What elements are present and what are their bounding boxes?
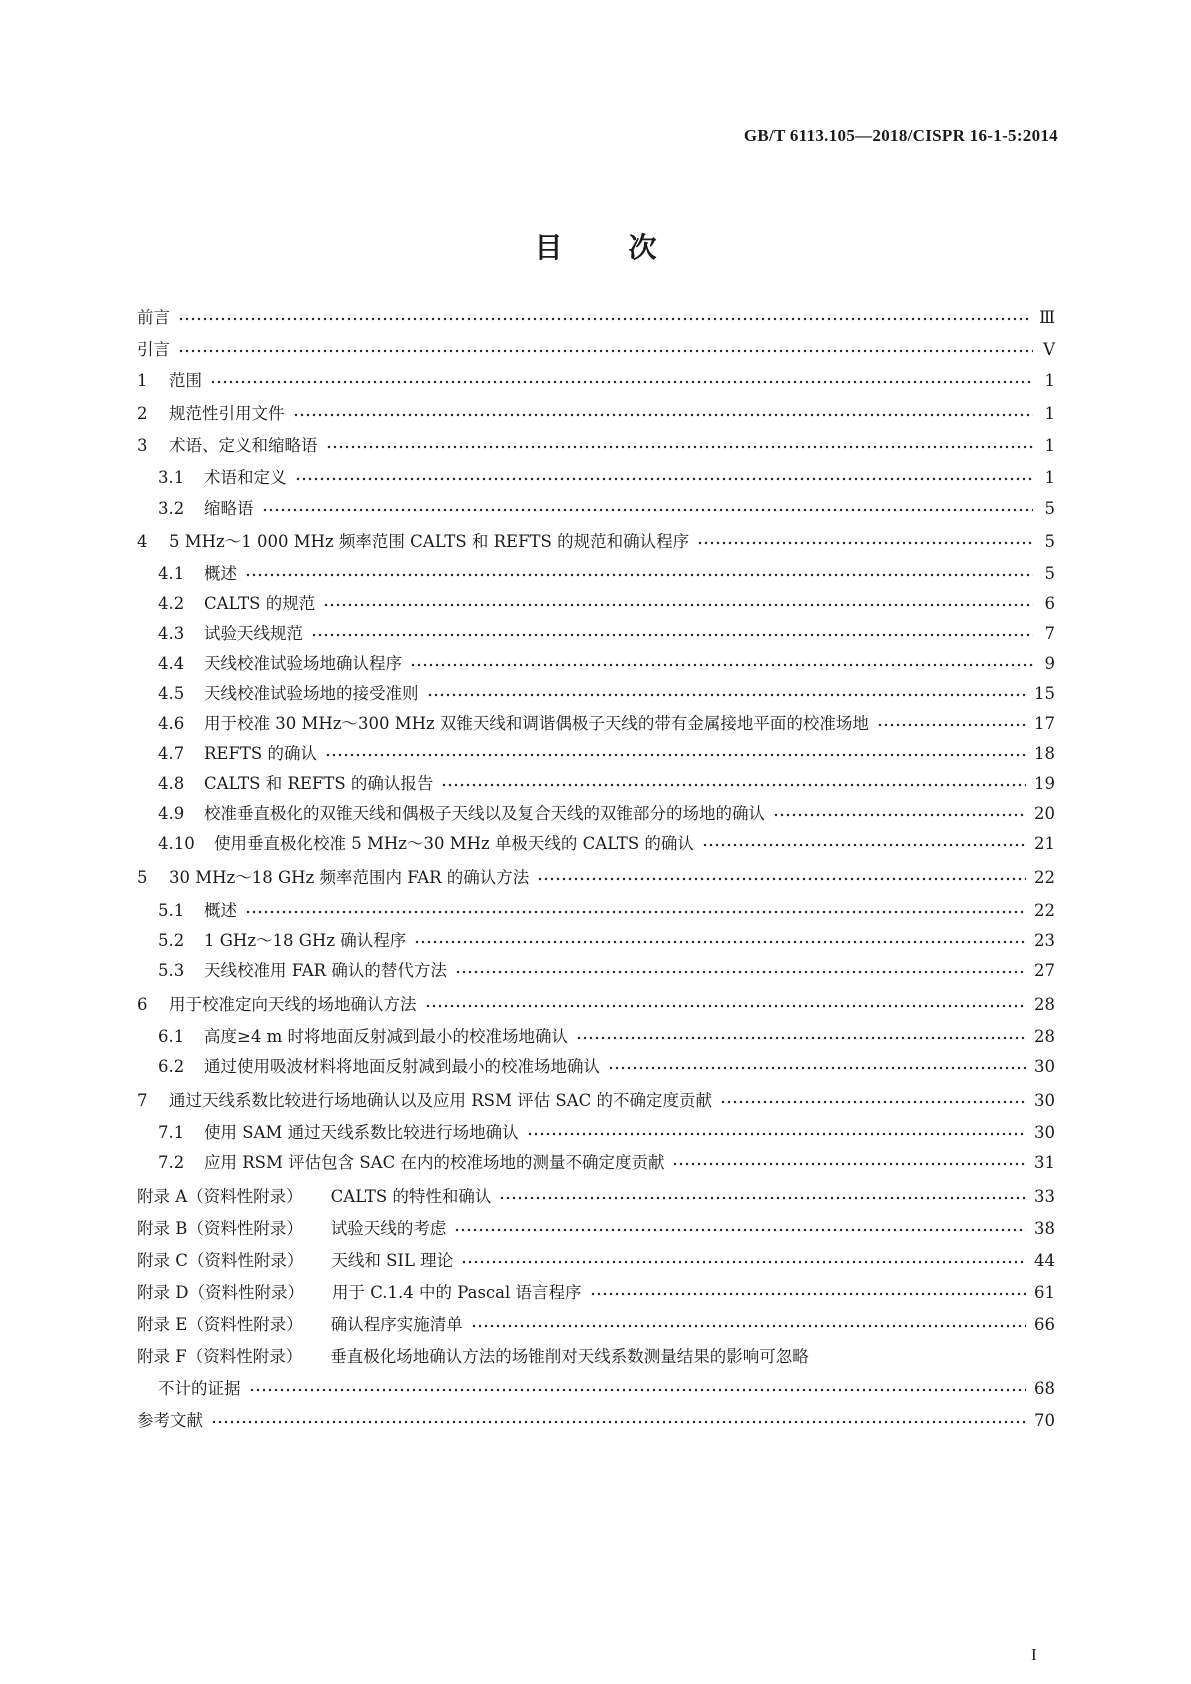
dot-leader <box>527 1129 1026 1139</box>
dot-leader <box>178 346 1033 356</box>
toc-page: 33 <box>1034 1187 1055 1206</box>
toc-page: 66 <box>1034 1315 1055 1334</box>
toc-page: 9 <box>1044 654 1055 673</box>
toc-label: REFTS 的确认 <box>204 744 317 763</box>
toc-label: 前言 <box>137 308 170 327</box>
dot-leader <box>295 474 1034 484</box>
toc-label: 不计的证据 <box>158 1379 241 1398</box>
toc-entry-6-2[interactable] <box>158 1053 1055 1079</box>
toc-label: 术语、定义和缩略语 <box>169 436 318 455</box>
toc-entry-6[interactable] <box>137 991 1055 1017</box>
dot-leader <box>414 937 1026 947</box>
dot-leader <box>325 750 1026 760</box>
toc-label: 垂直极化场地确认方法的场锥削对天线系数测量结果的影响可忽略 <box>330 1347 809 1366</box>
toc-label: 使用垂直极化校准 5 MHz～30 MHz 单极天线的 CALTS 的确认 <box>214 834 694 853</box>
dot-leader <box>702 840 1026 850</box>
toc-page: 30 <box>1034 1123 1055 1142</box>
toc-entry-appendix-b[interactable] <box>137 1215 1055 1241</box>
toc-entry-7[interactable] <box>137 1087 1055 1113</box>
toc-number: 2 <box>137 404 148 423</box>
toc-entry-5[interactable] <box>137 864 1055 890</box>
toc-label: 通过天线系数比较进行场地确认以及应用 RSM 评估 SAC 的不确定度贡献 <box>169 1091 712 1110</box>
toc-page: 23 <box>1034 931 1055 950</box>
dot-leader <box>249 1385 1027 1395</box>
toc-label: 用于校准定向天线的场地确认方法 <box>169 995 417 1014</box>
toc-page: 38 <box>1034 1219 1055 1238</box>
toc-page: 5 <box>1044 532 1055 551</box>
toc-entry-4-7[interactable] <box>158 740 1055 766</box>
toc-label: 30 MHz～18 GHz 频率范围内 FAR 的确认方法 <box>169 868 530 887</box>
toc-entry-3[interactable] <box>137 432 1055 458</box>
toc-entry-appendix-a[interactable] <box>137 1183 1055 1209</box>
dot-leader <box>425 1001 1027 1011</box>
toc-entry-4-8[interactable] <box>158 770 1055 796</box>
dot-leader <box>455 967 1026 977</box>
toc-label: 高度≥4 m 时将地面反射减到最小的校准场地确认 <box>204 1027 568 1046</box>
toc-page: 19 <box>1034 774 1055 793</box>
toc-number: 4.5 <box>158 684 185 703</box>
toc-page: 21 <box>1034 834 1055 853</box>
toc-label: 试验天线的考虑 <box>330 1219 447 1238</box>
toc-page: 30 <box>1034 1091 1055 1110</box>
dot-leader <box>311 630 1033 640</box>
toc-number: 3.2 <box>158 499 185 518</box>
toc-number: 6.1 <box>158 1027 185 1046</box>
toc-page: Ⅲ <box>1039 308 1055 327</box>
dot-leader <box>178 314 1031 324</box>
toc-label: 天线校准试验场地确认程序 <box>204 654 402 673</box>
toc-number: 7.1 <box>158 1123 185 1142</box>
dot-leader <box>608 1063 1026 1073</box>
toc-label: 天线校准试验场地的接受准则 <box>204 684 419 703</box>
title-char-2: 次 <box>628 231 657 264</box>
toc-number: 附录 B（资料性附录） <box>137 1219 303 1238</box>
toc-entry-preface[interactable] <box>137 304 1055 330</box>
toc-label: 术语和定义 <box>204 468 287 487</box>
toc-number: 附录 A（资料性附录） <box>137 1187 303 1206</box>
toc-entry-2[interactable] <box>137 400 1055 426</box>
dot-leader <box>672 1159 1026 1169</box>
dot-leader <box>323 600 1033 610</box>
toc-number: 4 <box>137 532 148 551</box>
toc-label: 范围 <box>169 371 202 390</box>
toc-number: 4.2 <box>158 594 185 613</box>
dot-leader <box>293 410 1034 420</box>
toc-entry-appendix-c[interactable] <box>137 1247 1055 1273</box>
dot-leader <box>590 1289 1026 1299</box>
toc-entry-4-4[interactable] <box>158 650 1055 676</box>
toc-entry-5-1[interactable] <box>158 897 1055 923</box>
toc-number: 4.7 <box>158 744 185 763</box>
toc-label: 应用 RSM 评估包含 SAC 在内的校准场地的测量不确定度贡献 <box>204 1153 665 1172</box>
toc-page: 1 <box>1044 436 1055 455</box>
toc-number: 4.1 <box>158 564 185 583</box>
toc-number: 3.1 <box>158 468 185 487</box>
toc-label: 用于 C.1.4 中的 Pascal 语言程序 <box>331 1283 582 1302</box>
toc-number: 附录 C（资料性附录） <box>137 1251 304 1270</box>
toc-entry-appendix-d[interactable] <box>137 1279 1055 1305</box>
toc-entry-4-1[interactable] <box>158 560 1055 586</box>
toc-label: 确认程序实施清单 <box>330 1315 463 1334</box>
dot-leader <box>211 1417 1026 1427</box>
toc-page: 28 <box>1034 995 1055 1014</box>
toc-label: 用于校准 30 MHz～300 MHz 双锥天线和调谐偶极子天线的带有金属接地平面的校准场地 <box>204 714 869 733</box>
title-char-1: 目 <box>534 231 563 264</box>
toc-label: 试验天线规范 <box>204 624 303 643</box>
toc-page: 5 <box>1044 564 1055 583</box>
toc-page: 6 <box>1044 594 1055 613</box>
dot-leader <box>537 874 1026 884</box>
toc-page: 44 <box>1034 1251 1055 1270</box>
toc-page: 22 <box>1034 901 1055 920</box>
toc-label: 5 MHz～1 000 MHz 频率范围 CALTS 和 REFTS 的规范和确认程序 <box>169 532 690 551</box>
toc-page: 18 <box>1034 744 1055 763</box>
toc-label: 天线校准用 FAR 确认的替代方法 <box>204 961 447 980</box>
toc-entry-3-2[interactable] <box>158 495 1055 521</box>
toc-entry-3-1[interactable] <box>158 464 1055 490</box>
page-title <box>0 226 1191 266</box>
toc-number: 7.2 <box>158 1153 185 1172</box>
dot-leader <box>877 720 1026 730</box>
toc-number: 4.6 <box>158 714 185 733</box>
toc-label: 1 GHz～18 GHz 确认程序 <box>204 931 407 950</box>
toc-page: 20 <box>1034 804 1055 823</box>
toc-number: 4.3 <box>158 624 185 643</box>
toc-page: 31 <box>1034 1153 1055 1172</box>
toc-label: 使用 SAM 通过天线系数比较进行场地确认 <box>204 1123 519 1142</box>
toc-label: 通过使用吸波材料将地面反射减到最小的校准场地确认 <box>204 1057 600 1076</box>
toc-entry-7-1[interactable] <box>158 1119 1055 1145</box>
toc-entry-intro[interactable] <box>137 336 1055 362</box>
toc-page: 30 <box>1034 1057 1055 1076</box>
toc-label: CALTS 的特性和确认 <box>330 1187 492 1206</box>
toc-page: 15 <box>1034 684 1055 703</box>
dot-leader <box>576 1033 1026 1043</box>
toc-entry-5-2[interactable] <box>158 927 1055 953</box>
toc-number: 5.1 <box>158 901 185 920</box>
toc-number: 5.3 <box>158 961 185 980</box>
toc-page: 28 <box>1034 1027 1055 1046</box>
toc-page: 1 <box>1044 371 1055 390</box>
toc-number: 6 <box>137 995 148 1014</box>
toc-number: 5.2 <box>158 931 185 950</box>
toc-page: 70 <box>1034 1411 1055 1430</box>
toc-number: 7 <box>137 1091 148 1110</box>
toc-label: 天线和 SIL 理论 <box>331 1251 454 1270</box>
dot-leader <box>461 1257 1026 1267</box>
toc-label: CALTS 的规范 <box>204 594 316 613</box>
page-number: I <box>1031 1645 1037 1664</box>
toc-page: 7 <box>1044 624 1055 643</box>
toc-number: 3 <box>137 436 148 455</box>
toc-entry-appendix-f-cont[interactable] <box>158 1375 1055 1401</box>
toc-page: 1 <box>1044 404 1055 423</box>
toc-page: 17 <box>1034 714 1055 733</box>
toc-number: 4.8 <box>158 774 185 793</box>
toc-page: 22 <box>1034 868 1055 887</box>
dot-leader <box>773 810 1026 820</box>
dot-leader <box>210 377 1033 387</box>
toc-page: Ⅴ <box>1043 340 1055 359</box>
toc-entry-4-9[interactable] <box>158 800 1055 826</box>
dot-leader <box>471 1321 1026 1331</box>
toc-label: 概述 <box>204 901 237 920</box>
toc-label: 概述 <box>204 564 237 583</box>
toc-entry-4[interactable] <box>137 528 1055 554</box>
toc-label: 参考文献 <box>137 1411 203 1430</box>
toc-entry-4-10[interactable] <box>158 830 1055 856</box>
dot-leader <box>697 538 1033 548</box>
toc-entry-5-3[interactable] <box>158 957 1055 983</box>
toc-label: 规范性引用文件 <box>169 404 285 423</box>
toc-label: 校准垂直极化的双锥天线和偶极子天线以及复合天线的双锥部分的场地的确认 <box>204 804 765 823</box>
toc-number: 1 <box>137 371 148 390</box>
toc-label: 引言 <box>137 340 170 359</box>
toc-entry-4-5[interactable] <box>158 680 1055 706</box>
toc-number: 4.9 <box>158 804 185 823</box>
dot-leader <box>245 907 1026 917</box>
toc-entry-references[interactable] <box>137 1407 1055 1433</box>
dot-leader <box>410 660 1033 670</box>
dot-leader <box>454 1225 1026 1235</box>
toc-label: 缩略语 <box>204 499 254 518</box>
toc-entry-7-2[interactable] <box>158 1149 1055 1175</box>
toc-page: 5 <box>1044 499 1055 518</box>
dot-leader <box>326 442 1034 452</box>
toc-number: 附录 D（资料性附录） <box>137 1283 304 1302</box>
dot-leader <box>427 690 1027 700</box>
toc-label: CALTS 和 REFTS 的确认报告 <box>204 774 434 793</box>
toc-entry-1[interactable] <box>137 367 1055 393</box>
toc-page: 1 <box>1044 468 1055 487</box>
toc-number: 附录 F（资料性附录） <box>137 1347 303 1366</box>
toc-entry-4-6[interactable] <box>158 710 1055 736</box>
toc-entry-6-1[interactable] <box>158 1023 1055 1049</box>
dot-leader <box>245 570 1033 580</box>
toc-number: 6.2 <box>158 1057 185 1076</box>
dot-leader <box>262 505 1034 515</box>
toc-entry-4-2[interactable] <box>158 590 1055 616</box>
toc-entry-appendix-e[interactable] <box>137 1311 1055 1337</box>
dot-leader <box>441 780 1026 790</box>
toc-page: 27 <box>1034 961 1055 980</box>
toc-number: 附录 E（资料性附录） <box>137 1315 303 1334</box>
toc-page: 68 <box>1034 1379 1055 1398</box>
toc-number: 4.4 <box>158 654 185 673</box>
dot-leader <box>720 1097 1026 1107</box>
toc-entry-appendix-f[interactable] <box>137 1343 1055 1369</box>
dot-leader <box>499 1193 1026 1203</box>
toc-number: 5 <box>137 868 148 887</box>
toc-entry-4-3[interactable] <box>158 620 1055 646</box>
toc-page: 61 <box>1034 1283 1055 1302</box>
standard-code: GB/T 6113.105—2018/CISPR 16-1-5:2014 <box>743 126 1058 145</box>
toc-number: 4.10 <box>158 834 195 853</box>
